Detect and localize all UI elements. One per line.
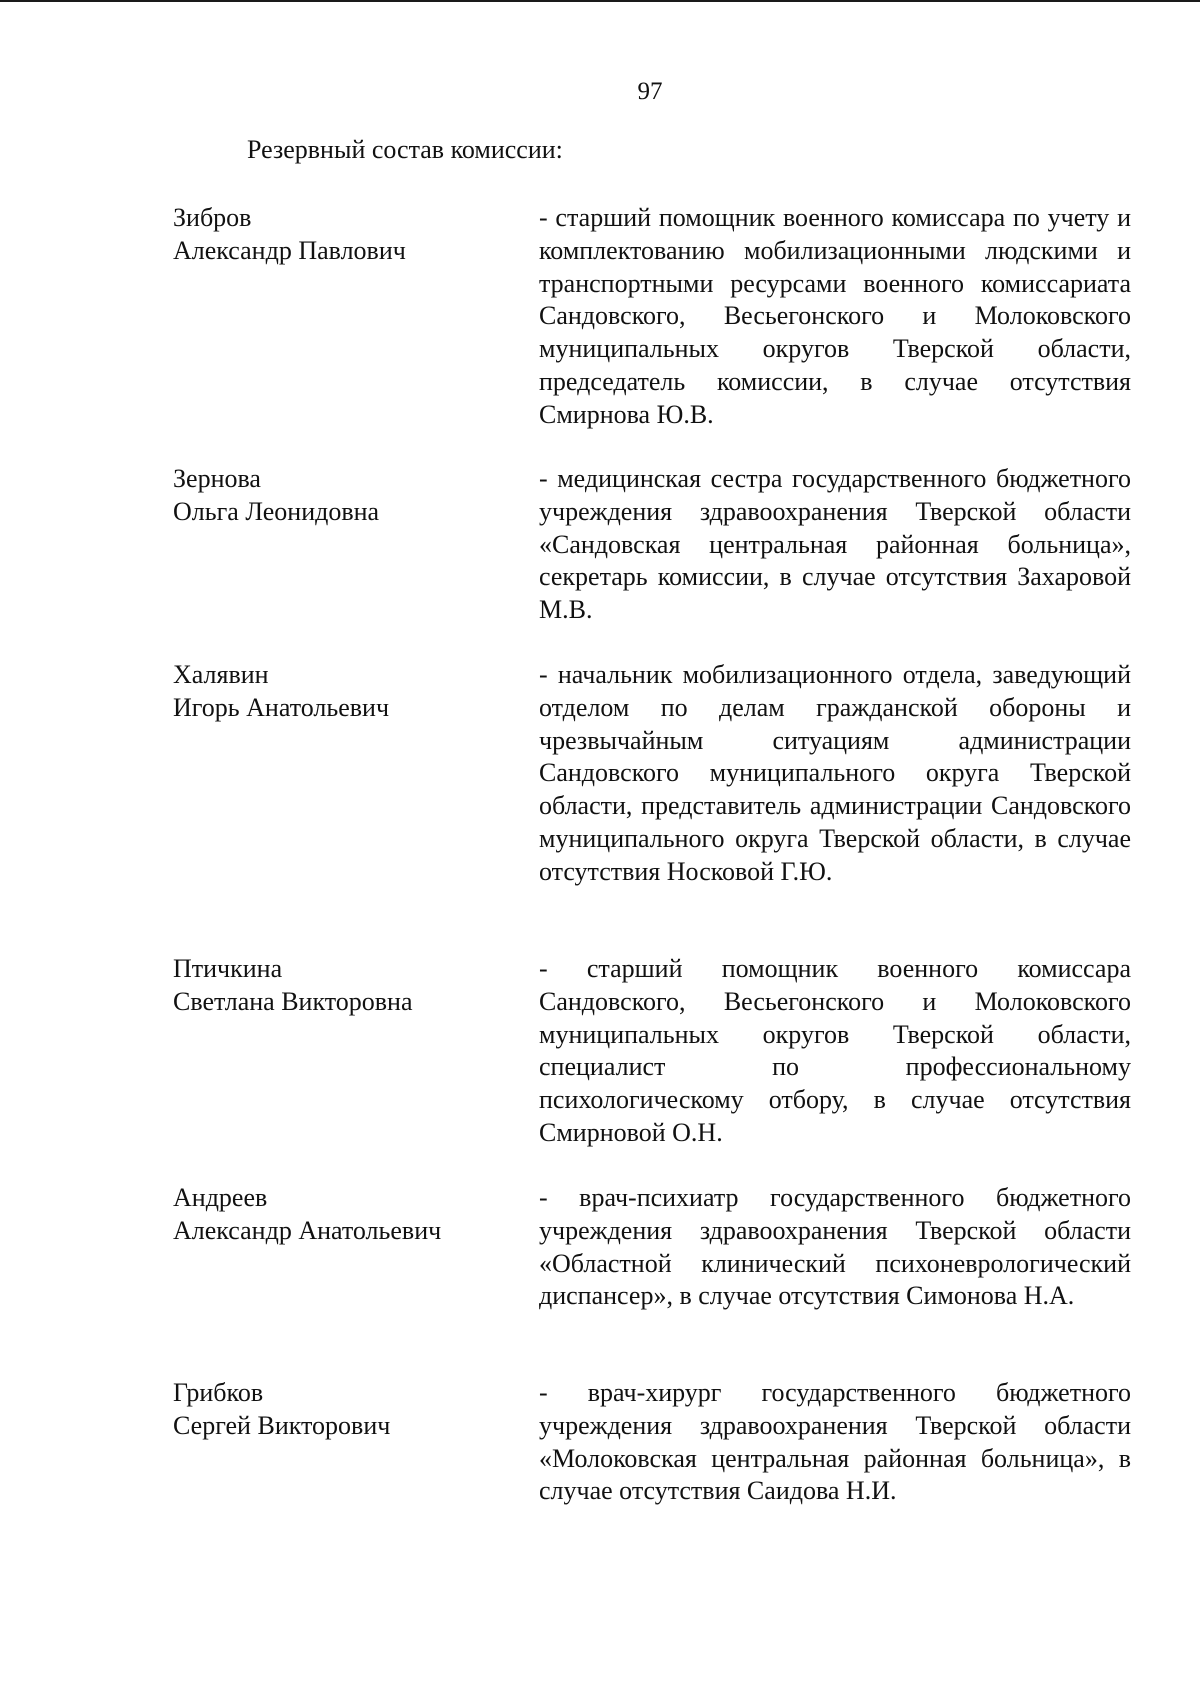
member-name [173,659,503,725]
member-surname: Зернова [173,464,261,493]
member-surname: Халявин [173,660,269,689]
page-number: 97 [637,78,663,105]
member-role: - врач-психиатр государственного бюджетного учреждения здравоохранения Тверской области «Областной клинический психоневрологический диспансер», в случае отсутствия Симонова Н.А. [539,1183,1131,1311]
section-heading: Резервный состав комиссии: [247,135,563,164]
member-given-names: Сергей Викторович [173,1410,391,1440]
member-role: - старший помощник военного комиссара по учету и комплектованию мобилизационными людскими и транспортными ресурсами военного комиссариата Сандовского, Весьегонского и Молоковского муниципальных округов Тверской области, председатель комиссии, в случае отсутствия Смирнова Ю.В. [539,203,1131,429]
member-name [173,953,503,1019]
member-name [173,202,503,268]
member-given-names: Александр Павлович [173,235,406,265]
top-border-line [0,0,1200,2]
member-role: - старший помощник военного комиссара Сандовского, Весьегонского и Молоковского муниципальных округов Тверской области, специалист по профессиональному психологическому отбору, в случае отсутствия Смирновой О.Н. [539,954,1131,1147]
member-role: - начальник мобилизационного отдела, заведующий отделом по делам гражданской обороны и чрезвычайным ситуациям администрации Сандовского муниципального округа Тверской области, представитель администрации Сандовского муниципального округа Тверской области, в случае отсутствия Носковой Г.Ю. [539,660,1131,886]
member-name [173,1377,503,1443]
member-given-names: Александр Анатольевич [173,1215,442,1245]
member-given-names: Игорь Анатольевич [173,692,390,722]
member-surname: Птичкина [173,954,283,983]
member-given-names: Ольга Леонидовна [173,496,380,526]
member-role: - врач-хирург государственного бюджетного учреждения здравоохранения Тверской области «Молоковская центральная районная больница», в случае отсутствия Саидова Н.И. [539,1378,1131,1506]
member-surname: Андреев [173,1183,268,1212]
member-surname: Зибров [173,203,252,232]
member-name [173,1182,503,1248]
member-surname: Грибков [173,1378,264,1407]
member-role: - медицинская сестра государственного бюджетного учреждения здравоохранения Тверской области «Сандовская центральная районная больница», секретарь комиссии, в случае отсутствия Захаровой М.В. [539,464,1131,625]
member-name [173,463,503,529]
member-given-names: Светлана Викторовна [173,986,413,1016]
